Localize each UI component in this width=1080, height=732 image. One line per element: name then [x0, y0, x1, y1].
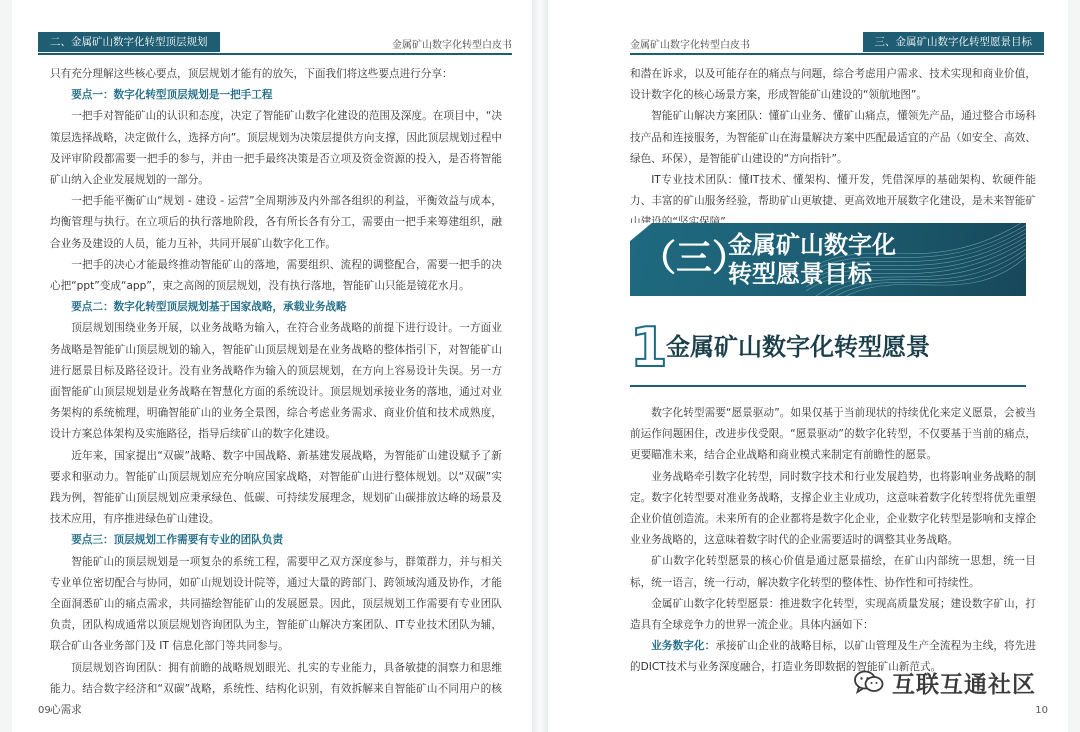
banner-number: （三）: [640, 238, 749, 279]
paragraph-lead: 业务数字化：: [651, 640, 716, 653]
book-title: 金属矿山数字化转型白皮书: [392, 40, 512, 51]
key-point-heading: 要点二：数字化转型顶层规划基于国家战略，承载业务战略: [71, 301, 347, 314]
watermark-text: 互联互通社区: [892, 671, 1036, 698]
section-title: 金属矿山数字化转型愿景: [666, 333, 930, 361]
banner-title: 金属矿山数字化转型愿景目标: [728, 231, 896, 288]
body-paragraph: [630, 551, 1036, 593]
right-intro-text: [630, 64, 1036, 234]
body-paragraph: 和潜在诉求，以及可能存在的痛点与问题，综合考虑用户需求、技术实现和商业价值，设计数字化的核心场景方案，形成智能矿山建设的“领航地图”。: [630, 68, 1036, 102]
page-number: 09: [38, 705, 51, 716]
body-paragraph: 智能矿山的顶层规划是一项复杂的系统工程，需要甲乙双方深度参与，群策群力，并与相关专业单位密切配合与协同，如矿山规划设计院等，通过大量的跨部门、跨领域沟通及协作，才能全面洞悉矿山的痛点需求，共同描绘智能矿山的发展愿景。因此，顶层规划工作需要有专业团队负责，团队构成通常以顶层规划咨询团队为主，智能矿山解决方案团队、IT专业技术团队为辅，联合矿山各业务部门及 IT 信息化部门等共同参与。: [50, 555, 502, 653]
right-page: [548, 0, 1068, 732]
section-tab: 二、金属矿山数字化转型顶层规划: [38, 32, 220, 52]
body-paragraph: IT专业技术团队：懂IT技术、懂架构、懂开发，凭借深厚的基础架构、软硬件能力、丰富的矿山服务经验，帮助矿山更敏捷、更高效地开展数字化建设，是未来智能矿: [630, 174, 1036, 208]
body-paragraph: 顶层规划咨询团队：拥有前瞻的战略规划眼光、扎实的专业能力，具备敏捷的洞察力和思维能力。结合数字经济和“双碳”战略，系统性、结构化识别，有效拆解来自智能矿山不同用户的核心需求: [50, 661, 502, 717]
paragraph-text: 数字化转型需要“愿景驱动”。如果仅基于当前现状的持续优化来定义愿景，会被当前运作问题困住，改进步伐受限。“愿景驱动”的数字化转型，不仅要基于当前的痛点，更要瞄准未来，结合企业战略和商业模式来制定有前瞻性的愿景。: [630, 407, 1036, 462]
body-paragraph: 一把手能平衡矿山“规划 - 建设 - 运营”全周期涉及内外部各组织的利益，平衡效益与成本，均衡管理与执行。在立项后的执行落地阶段，各有所长各有分工，需要由一把手来筹建组织，融合业务及建设的人员，能力互补，共同开展矿山数字化工作。: [50, 195, 502, 250]
wechat-icon: [854, 669, 884, 695]
paragraph-text: 承接矿山企业的战略目标，以矿山管理及生产全流程为主线，将先进的DICT技术与业务深度融合，打造业务即数据的智能矿山新范式。: [630, 640, 1037, 674]
key-point-heading: 要点一：数字化转型顶层规划是一把手工程: [71, 89, 273, 102]
section-number: 1: [630, 316, 668, 379]
left-header: [38, 32, 512, 54]
body-paragraph: [630, 403, 1036, 467]
body-paragraph: 一把手对智能矿山的认识和态度，决定了智能矿山数字化建设的范围及深度。在项目中，“决策层选择战略，决定做什么，选择方向”。顶层规划为决策层提供方向支撑，因此顶层规划过程中及评审阶段都需要一把手的参与，并由一把手最终决策是否立项及资金资源的投入，是否将智能矿山纳入企业发展规划的一部分。: [50, 110, 502, 187]
right-body-text: [630, 403, 1036, 679]
section-rule: [630, 385, 1026, 387]
body-paragraph: 顶层规划围绕业务开展，以业务战略为输入，在符合业务战略的前提下进行设计。一方面业务战略是智能矿山顶层规划的输入，智能矿山顶层规划是在业务战略的整体指引下，对智能矿山进行愿景目标及路径设计。没有业务战略作为输入的顶层规划，在方向上容易设计失误。另一方面智能矿山顶层规划是业务战略在智慧化方面的系统设计。顶层规划承接业务的落地，通过对业务架构的系统梳理，明确智能矿山的业务全景图，综合考虑业务需求、商业价值和技术成熟度，设计方案总体架构及实施路径，指导后续矿山的数字化建设。: [50, 322, 502, 441]
left-body-text: [50, 64, 502, 721]
header-rule: [38, 53, 512, 55]
page-number: 10: [1035, 705, 1048, 716]
key-point-heading: 要点三：顶层规划工作需要有专业的团队负责: [71, 534, 284, 547]
header-rule: [630, 53, 1044, 55]
body-paragraph: [630, 594, 1036, 636]
body-paragraph: 智能矿山解决方案团队：懂矿山业务、懂矿山痛点，懂领先产品，通过整合市场科技产品和连接服务，为智能矿山在海量解决方案中匹配最适宜的产品（如安全、高效、绿色、环保），是智能矿山建设的“方向指针”。: [630, 110, 1036, 165]
chapter-banner: [630, 223, 1026, 296]
paragraph-text: 金属矿山数字化转型愿景：推进数字化转型，实现高质量发展；建设数字矿山，打造具有全球竞争力的世界一流企业。具体内涵如下：: [630, 597, 1036, 632]
body-paragraph: 近年来，国家提出“双碳”战略、数字中国战略、新基建发展战略，为智能矿山建设赋予了新要求和驱动力。智能矿山顶层规划应充分响应国家战略，对智能矿山进行整体规划。以“双碳”实践为例，智能矿山顶层规划应秉承绿色、低碳、可持续发展理念，规划矿山碳排放达峰的场景及技术应用，有序推进绿色矿山建设。: [50, 449, 502, 526]
book-title: 金属矿山数字化转型白皮书: [630, 40, 750, 51]
section-tab: 三、金属矿山数字化转型愿景目标: [863, 32, 1045, 52]
left-page: [12, 0, 532, 732]
body-paragraph: 一把手的决心才能最终推动智能矿山的落地，需要组织、流程的调整配合，需要一把手的决心把“ppt”变成“app”，束之高阁的顶层规划，没有执行落地，智能矿山只能是镜花水月。: [50, 258, 502, 293]
paragraph-text: 业务战略牵引数字化转型，同时数字技术和行业发展趋势，也将影响业务战略的制定。数字化转型要对准业务战略，支撑企业主业成功，这意味着数字化转型将优先重塑企业价值创造流。未来所有的企业都将是数字化企业，企业数字化转型是影响和支撑企业业务战略的，这意味着数字时代的企业需要适时的调整其业务战略。: [630, 470, 1036, 547]
paragraph-text: 矿山数字化转型愿景的核心价值是通过愿景描绘，在矿山内部统一思想，统一目标，统一语言，统一行动，解决数字化转型的整体性、协作性和可持续性。: [630, 555, 1036, 589]
right-header: [630, 32, 1044, 54]
book-spine: [532, 0, 548, 732]
watermark: [854, 667, 1036, 697]
body-paragraph: 只有充分理解这些核心要点，顶层规划才能有的放矢，下面我们将这些要点进行分享：: [50, 68, 453, 80]
body-paragraph: [630, 467, 1036, 552]
